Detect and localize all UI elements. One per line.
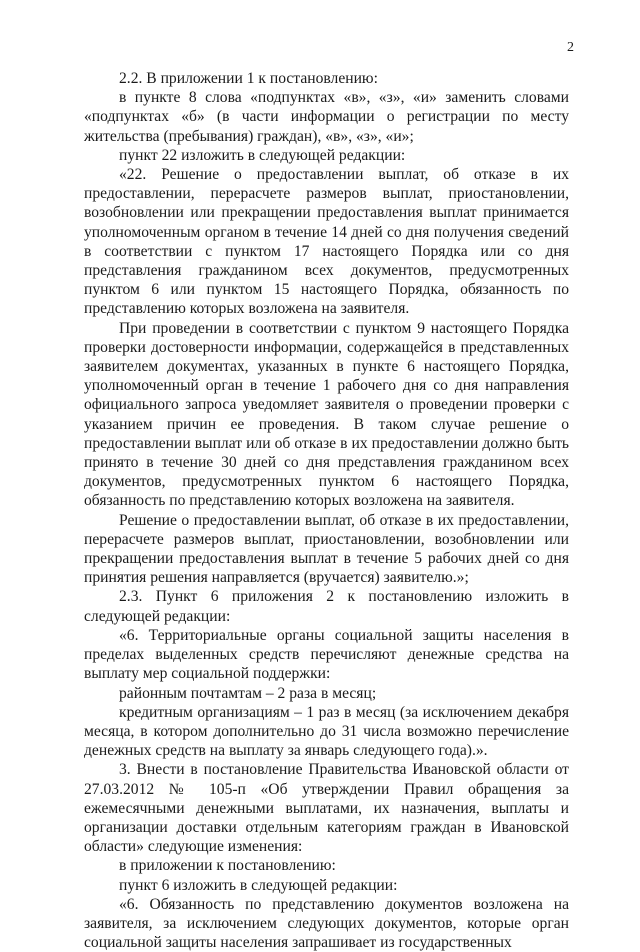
paragraph: в пункте 8 слова «подпунктах «в», «з», «и» заменить словами «подпунктах «б» (в части информации о регистрации по месту жительства (пребывания) граждан), «в», «з», «и»;	[84, 89, 569, 145]
paragraph: 3. Внести в постановление Правительства Ивановской области от 27.03.2012 № 105-п «Об утверждении Правил обращения за ежемесячными денежными выплатами, их назначения, выплаты и организации доставки отдельным категориям граждан в Ивановской области» следующие изменения:	[84, 761, 569, 856]
paragraph: 2.2. В приложении 1 к постановлению:	[119, 70, 378, 87]
paragraph: При проведении в соответствии с пунктом 9 настоящего Порядка проверки достоверности информации, содержащейся в представленных заявителем документах, указанных в пункте 6 настоящего Порядка, уполномоченный орган в течение 1 рабочего дня со дня направления официального запроса уведомляет заявителя о проведении проверки с указанием причин ее проведения. В таком случае решение о предоставлении выплат или об отказе в их предоставлении должно быть принято в течение 30 дней со дня представления гражданином всех документов, предусмотренных пунктом 6 настоящего Порядка, обязанность по представлению которых возложена на заявителя.	[84, 319, 569, 510]
document-body	[84, 69, 569, 952]
paragraph: кредитным организациям – 1 раз в месяц (за исключением декабря месяца, в котором дополнительно до 31 числа возможно перечисление денежных средств на выплату за январь следующего года).».	[84, 703, 569, 760]
paragraph: «6. Территориальные органы социальной защиты населения в пределах выделенных средств перечисляют денежные средства на выплату мер социальной поддержки:	[84, 626, 569, 683]
paragraph: пункт 6 изложить в следующей редакции:	[119, 876, 398, 894]
paragraph: в приложении к постановлению:	[119, 857, 336, 875]
page-number: 2	[567, 40, 574, 55]
paragraph: «22. Решение о предоставлении выплат, об отказе в их предоставлении, перерасчете размеров выплат, приостановлении, возобновлении или прекращении предоставления выплат принимается уполномоченным органом в течение 14 дней со дня получения сведений в соответствии с пунктом 17 настоящего Порядка или со дня представления гражданином всех документов, предусмотренных пунктом 6 или пунктом 15 настоящего Порядка, обязанность по представлению которых возложена на заявителя.	[84, 166, 569, 318]
paragraph: 2.3. Пункт 6 приложения 2 к постановлению изложить в следующей редакции:	[84, 588, 569, 625]
paragraph: пункт 22 изложить в следующей редакции:	[119, 146, 406, 164]
paragraph: районным почтамтам – 2 раза в месяц;	[119, 684, 377, 702]
paragraph: «6. Обязанность по представлению документов возложена на заявителя, за исключением следующих документов, которые орган социальной защиты населения запрашивает из государственных	[84, 895, 569, 952]
paragraph: Решение о предоставлении выплат, об отказе в их предоставлении, перерасчете размеров выплат, приостановлении, возобновлении или прекращении предоставления выплат в течение 5 рабочих дней со дня принятия решения направляется (вручается) заявителю.»;	[84, 511, 569, 587]
